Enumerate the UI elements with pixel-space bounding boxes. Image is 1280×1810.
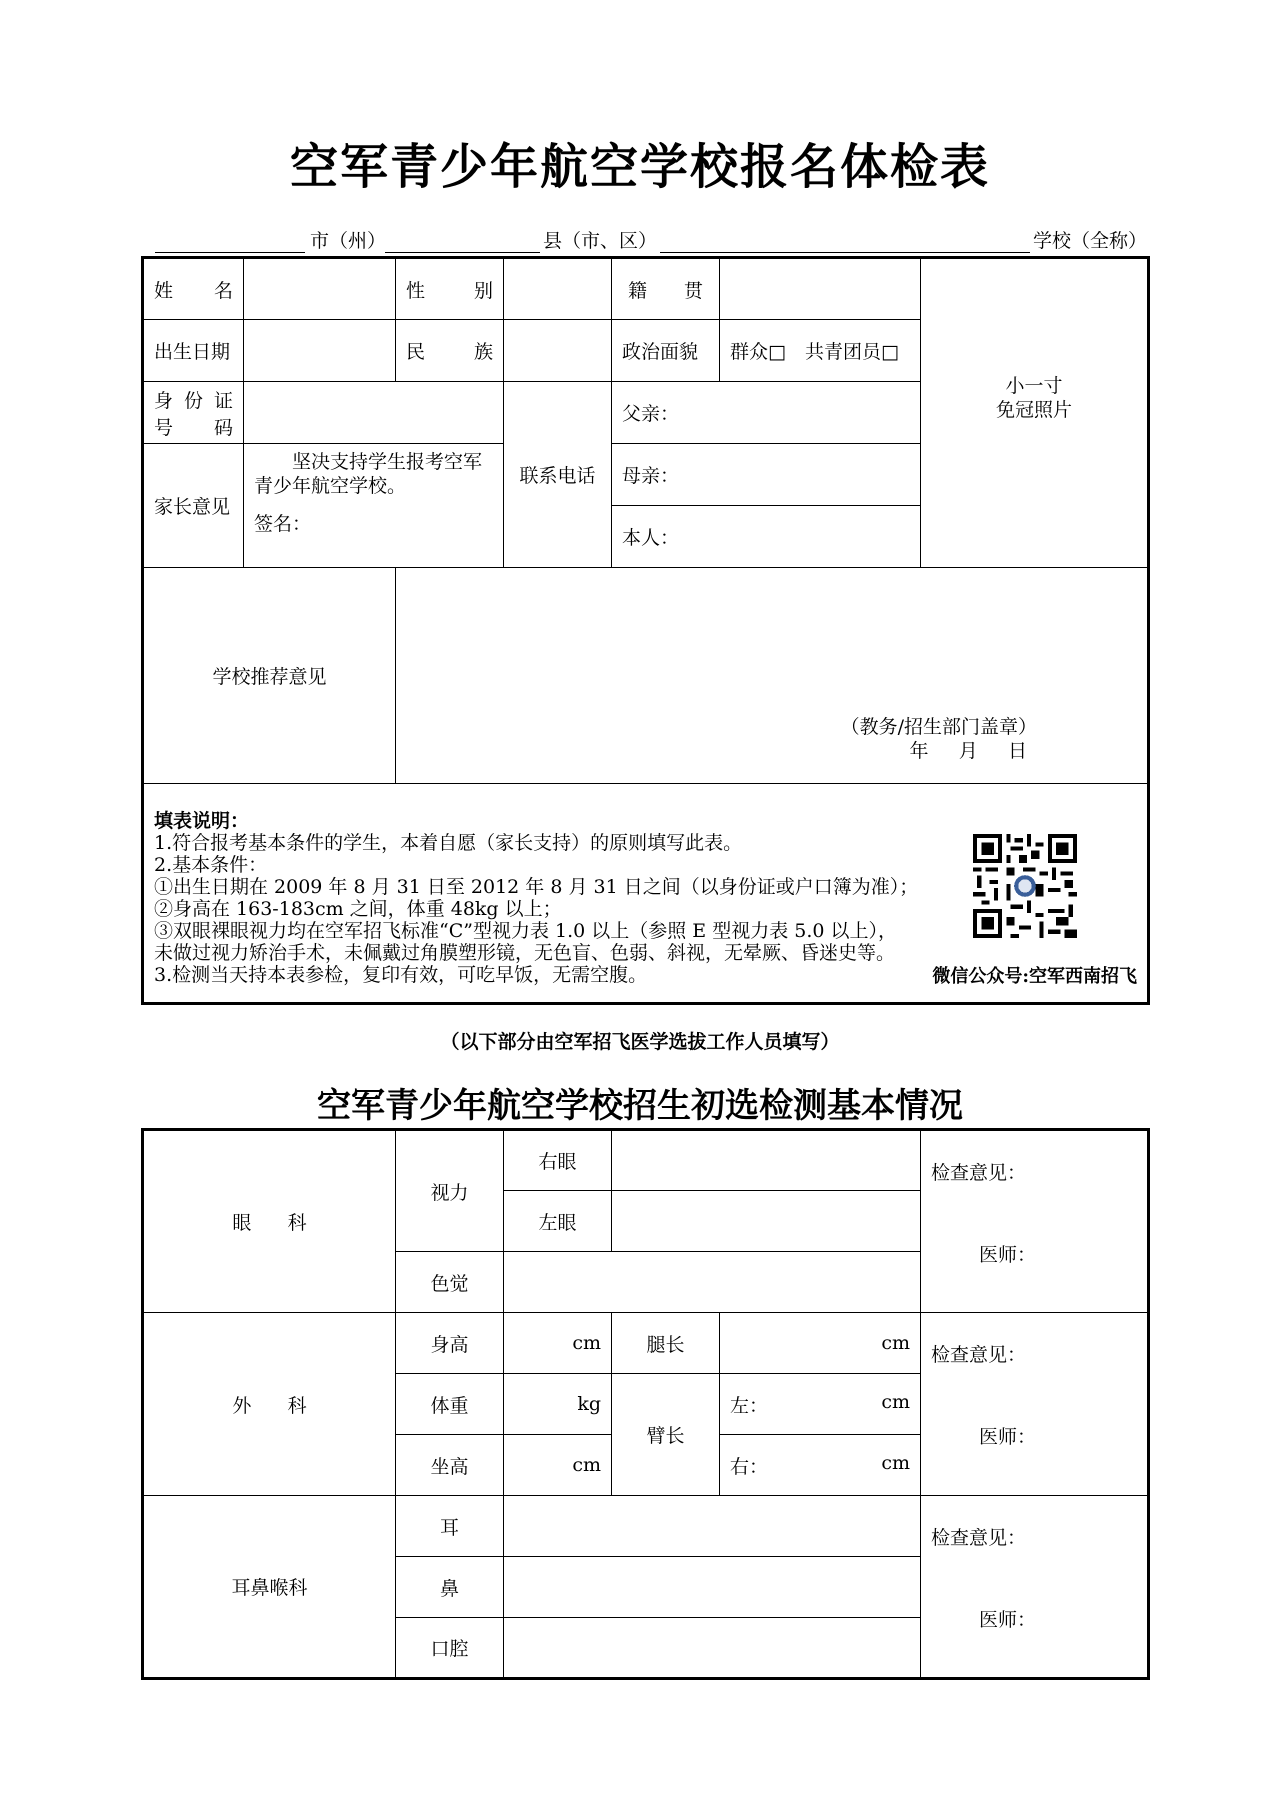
section-title: 空军青少年航空学校招生初选检测基本情况 xyxy=(317,1086,963,1126)
surgery-opinion-label: 检查意见： xyxy=(931,1344,1027,1366)
county-label: 县（市、区） xyxy=(543,230,658,252)
sitting-label: 坐高 xyxy=(396,1435,504,1496)
arm-right-field[interactable]: 右： cm xyxy=(720,1435,921,1496)
instruction-line: 3.检测当天持本表参检，复印有效，可吃早饭，无需空腹。 xyxy=(154,964,648,986)
right-eye-field[interactable] xyxy=(612,1130,921,1191)
instruction-line: 2.基本条件： xyxy=(154,854,268,876)
ent-doctor-label: 医师： xyxy=(979,1609,1037,1631)
parent-text: 坚决支持学生报考空军青少年航空学校。 xyxy=(254,451,483,497)
exam-table xyxy=(141,1128,1150,1680)
school-rec-field[interactable] xyxy=(396,568,1149,784)
ethnic-field[interactable] xyxy=(504,320,612,382)
surgery-doctor-label: 医师： xyxy=(979,1426,1037,1448)
gender-label: 性 别 xyxy=(396,258,504,320)
height-label: 身高 xyxy=(396,1313,504,1374)
political-label: 政治面貌 xyxy=(612,320,720,382)
nose-label: 鼻 xyxy=(396,1557,504,1618)
school-blank[interactable] xyxy=(660,252,1030,253)
height-unit: cm xyxy=(572,1332,601,1354)
leg-label: 腿长 xyxy=(612,1313,720,1374)
right-eye-label: 右眼 xyxy=(504,1130,612,1191)
parent-opinion[interactable] xyxy=(244,444,504,568)
school-rec-label: 学校推荐意见 xyxy=(143,568,396,784)
leg-unit: cm xyxy=(881,1332,910,1354)
city-label: 市（州） xyxy=(310,230,387,252)
origin-field[interactable] xyxy=(720,258,921,320)
ethnic-label: 民 族 xyxy=(396,320,504,382)
rec-date: 年 月 日 xyxy=(909,740,1027,762)
ent-dept: 耳鼻喉科 xyxy=(143,1496,396,1679)
birth-label: 出生日期 xyxy=(143,320,244,382)
registration-table xyxy=(141,256,1150,1005)
staff-note: （以下部分由空军招飞医学选拔工作人员填写） xyxy=(440,1031,840,1053)
political-options[interactable]: 群众□ 共青团员□ xyxy=(720,320,921,382)
sitting-unit: cm xyxy=(572,1454,601,1476)
id-field[interactable] xyxy=(244,382,504,444)
birth-field[interactable] xyxy=(244,320,396,382)
eye-opinion[interactable] xyxy=(921,1130,1149,1313)
parent-sign: 签名： xyxy=(254,513,312,535)
color-label: 色觉 xyxy=(396,1252,504,1313)
stamp-text: （教务/招生部门盖章） xyxy=(840,716,1037,738)
instructions-head: 填表说明： xyxy=(154,810,250,832)
name-label: 姓 名 xyxy=(143,258,244,320)
self-phone[interactable]: 本人： xyxy=(612,506,921,568)
father-phone[interactable]: 父亲： xyxy=(612,382,921,444)
left-eye-label: 左眼 xyxy=(504,1191,612,1252)
surgery-dept: 外 科 xyxy=(143,1313,396,1496)
instruction-line: 1.符合报考基本条件的学生，本着自愿（家长支持）的原则填写此表。 xyxy=(154,832,743,854)
instruction-line: ①出生日期在 2009 年 8 月 31 日至 2012 年 8 月 31 日之间（以身份证或户口簿为准）； xyxy=(154,876,919,898)
instructions xyxy=(143,784,1149,1004)
photo-size-text: 小一寸 xyxy=(1005,375,1063,397)
surgery-opinion[interactable] xyxy=(921,1313,1149,1496)
city-blank[interactable] xyxy=(155,252,305,253)
height-field[interactable] xyxy=(504,1313,612,1374)
location-line xyxy=(155,222,1148,256)
ear-field[interactable] xyxy=(504,1496,921,1557)
sitting-field[interactable] xyxy=(504,1435,612,1496)
wechat-account: 微信公众号:空军西南招飞 xyxy=(932,966,1137,987)
instruction-line: 未做过视力矫治手术，未佩戴过角膜塑形镜，无色盲、色弱、斜视，无晕厥、昏迷史等。 xyxy=(154,942,896,964)
eye-dept: 眼 科 xyxy=(143,1130,396,1313)
instruction-line: ②身高在 163-183cm 之间，体重 48kg 以上； xyxy=(154,898,562,920)
leg-field[interactable] xyxy=(720,1313,921,1374)
nose-field[interactable] xyxy=(504,1557,921,1618)
ear-label: 耳 xyxy=(396,1496,504,1557)
color-field[interactable] xyxy=(504,1252,921,1313)
ent-opinion[interactable] xyxy=(921,1496,1149,1679)
form-title: 空军青少年航空学校报名体检表 xyxy=(289,139,990,195)
parent-label: 家长意见 xyxy=(143,444,244,568)
weight-unit: kg xyxy=(577,1393,601,1415)
mouth-label: 口腔 xyxy=(396,1618,504,1679)
name-field[interactable] xyxy=(244,258,396,320)
contact-label: 联系电话 xyxy=(504,382,612,568)
county-blank[interactable] xyxy=(385,252,540,253)
eye-opinion-label: 检查意见： xyxy=(931,1162,1027,1184)
mouth-field[interactable] xyxy=(504,1618,921,1679)
school-label: 学校（全称） xyxy=(1033,230,1148,252)
photo-type-text: 免冠照片 xyxy=(995,399,1072,421)
left-eye-field[interactable] xyxy=(612,1191,921,1252)
weight-field[interactable] xyxy=(504,1374,612,1435)
origin-label: 籍 贯 xyxy=(612,258,720,320)
vision-label: 视力 xyxy=(396,1130,504,1252)
mother-phone[interactable]: 母亲： xyxy=(612,444,921,506)
id-label: 身 份 证 号 码 xyxy=(143,382,244,444)
ent-opinion-label: 检查意见： xyxy=(931,1527,1027,1549)
qr-code-icon xyxy=(973,834,1077,943)
photo-box[interactable] xyxy=(921,258,1149,568)
gender-field[interactable] xyxy=(504,258,612,320)
arm-label: 臂长 xyxy=(612,1374,720,1496)
eye-doctor-label: 医师： xyxy=(979,1244,1037,1266)
instruction-line: ③双眼裸眼视力均在空军招飞标准“C”型视力表 1.0 以上（参照 E 型视力表 5.0 以上）， xyxy=(154,920,898,942)
weight-label: 体重 xyxy=(396,1374,504,1435)
arm-left-field[interactable]: 左： cm xyxy=(720,1374,921,1435)
